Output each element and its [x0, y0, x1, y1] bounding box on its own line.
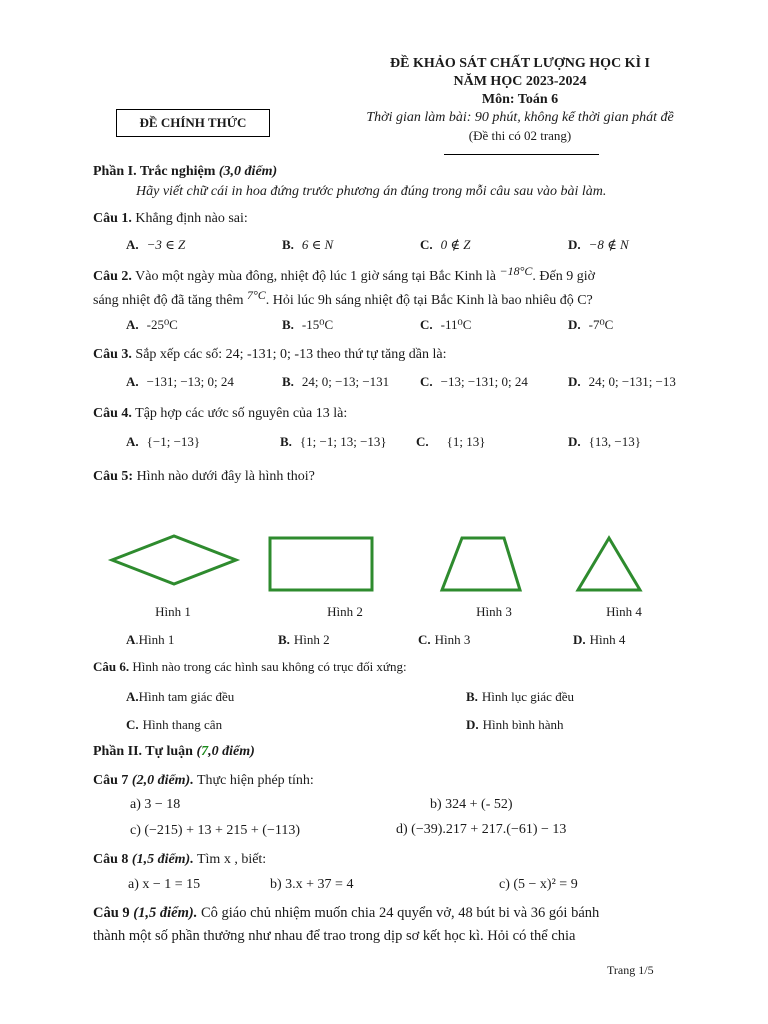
rectangle-shape	[270, 538, 372, 590]
part2-title: Phần II. Tự luận	[93, 744, 193, 759]
q8-part-b: b) 3.x + 37 = 4	[270, 877, 354, 892]
q3-option-d: D. 24; 0; −131; −13	[568, 374, 676, 389]
q3-option-b: B. 24; 0; −13; −131	[282, 374, 390, 389]
question-2-line2: sáng nhiệt độ đã tăng thêm 7°C. Hỏi lúc 9h sáng nhiệt độ tại Bắc Kinh là bao nhiêu độ C?	[93, 288, 593, 308]
q7-points: (2,0 điểm).	[131, 773, 194, 788]
q9-label: Câu 9	[93, 905, 130, 921]
q9-points: (1,5 điểm).	[133, 905, 198, 921]
figure-label-3: Hình 3	[476, 604, 512, 619]
q1-label: Câu 1.	[93, 211, 132, 226]
q8-part-c: c) (5 − x)² = 9	[499, 877, 578, 892]
q2-option-d: D. -7⁰C	[568, 317, 614, 332]
q3-option-a: A. −131; −13; 0; 24	[126, 374, 234, 389]
page-number: Trang 1/5	[607, 963, 654, 977]
q4-option-d: D. {13, −13}	[568, 434, 641, 449]
trapezoid-shape	[442, 538, 520, 590]
question-9-line1: Câu 9 (1,5 điểm). Cô giáo chủ nhiệm muốn chia 24 quyển vở, 48 bút bi và 36 gói bánh	[93, 905, 600, 921]
figure-label-1: Hình 1	[155, 604, 191, 619]
q1-option-a: A. −3 ∈ Z	[126, 237, 186, 252]
part2-points: (7,0 điểm)	[196, 744, 255, 759]
q8-points: (1,5 điểm).	[131, 852, 194, 867]
q1-text: Khẳng định nào sai:	[135, 211, 248, 226]
part1-title: Phần I. Trắc nghiệm	[93, 164, 216, 179]
time-limit: Thời gian làm bài: 90 phút, không kể thời gian phát đề	[366, 110, 674, 125]
part2-heading	[93, 743, 255, 761]
q2-option-b: B. -15⁰C	[282, 317, 334, 332]
q5-figures	[92, 518, 682, 596]
q8-part-a: a) x − 1 = 15	[128, 877, 201, 892]
figure-label-4: Hình 4	[606, 604, 642, 619]
q7-part-b: b) 324 + (- 52)	[430, 797, 513, 812]
q5-label: Câu 5:	[93, 469, 134, 484]
part1-heading	[93, 163, 277, 181]
question-6	[93, 659, 407, 675]
q5-option-b: B. Hình 2	[278, 632, 330, 647]
q6-text: Hình nào trong các hình sau không có trục đối xứng:	[132, 659, 407, 674]
q3-option-c: C. −13; −131; 0; 24	[420, 374, 528, 389]
q5-option-d: D. Hình 4	[573, 632, 626, 647]
q6-option-c: C. Hình thang cân	[126, 717, 223, 732]
q5-option-a: A.Hình 1	[126, 632, 175, 647]
q7-part-a: a) 3 − 18	[130, 797, 181, 812]
q7-part-c: c) (−215) + 13 + 215 + (−113)	[130, 823, 300, 838]
q8-label: Câu 8	[93, 852, 129, 867]
q7-text: Thực hiện phép tính:	[196, 773, 314, 788]
question-8	[93, 851, 266, 869]
exam-title: ĐỀ KHẢO SÁT CHẤT LƯỢNG HỌC KÌ I	[390, 56, 650, 71]
official-badge: ĐỀ CHÍNH THỨC	[116, 109, 270, 137]
school-year: NĂM HỌC 2023-2024	[453, 74, 587, 89]
q7-part-d: d) (−39).217 + 217.(−61) − 13	[396, 822, 567, 837]
triangle-shape	[578, 538, 640, 590]
part1-instruction: Hãy viết chữ cái in hoa đứng trước phương án đúng trong mỗi câu sau vào bài làm.	[136, 184, 607, 199]
question-9-line2: thành một số phần thưởng như nhau để trao trong dịp sơ kết học kì. Hỏi có thể chia	[93, 928, 576, 944]
q4-option-c: C. {1; 13}	[416, 434, 486, 449]
figure-label-2: Hình 2	[327, 604, 363, 619]
question-2-line1: Câu 2. Vào một ngày mùa đông, nhiệt độ lúc 1 giờ sáng tại Bắc Kinh là −18°C. Đến 9 giờ	[93, 264, 596, 284]
q5-option-c: C. Hình 3	[418, 632, 471, 647]
header-divider	[444, 154, 599, 155]
q2-label: Câu 2.	[93, 269, 132, 284]
q6-option-b: B. Hình lục giác đều	[466, 689, 574, 704]
q2-option-a: A. -25⁰C	[126, 317, 178, 332]
question-7	[93, 772, 314, 790]
part1-points: (3,0 điểm)	[218, 164, 278, 179]
q4-option-a: A. {−1; −13}	[126, 434, 201, 449]
question-1	[93, 210, 248, 228]
q4-label: Câu 4.	[93, 406, 132, 421]
q8-text: Tìm x , biết:	[196, 852, 267, 867]
q4-option-b: B. {1; −1; 13; −13}	[280, 434, 387, 449]
q2-temp2: 7°C	[246, 288, 266, 302]
q2-option-c: C. -11⁰C	[420, 317, 472, 332]
question-3	[93, 346, 446, 364]
q4-text: Tập hợp các ước số nguyên của 13 là:	[135, 406, 348, 421]
q3-label: Câu 3.	[93, 347, 132, 362]
subject: Môn: Toán 6	[481, 92, 559, 107]
q1-option-d: D. −8 ∉ N	[568, 237, 629, 252]
q2-temp1: −18°C	[499, 264, 533, 278]
page-count: (Đề thi có 02 trang)	[468, 128, 572, 143]
q5-text: Hình nào dưới đây là hình thoi?	[136, 469, 315, 484]
q1-option-b: B. 6 ∈ N	[282, 237, 334, 252]
q7-label: Câu 7	[93, 773, 129, 788]
q3-text: Sắp xếp các số: 24; -131; 0; -13 theo thứ tự tăng dần là:	[135, 347, 447, 362]
q1-option-c: C. 0 ∉ Z	[420, 237, 471, 252]
question-4	[93, 405, 347, 423]
rhombus-shape	[112, 536, 236, 584]
question-5	[93, 468, 315, 486]
q6-option-d: D. Hình bình hành	[466, 717, 564, 732]
q6-option-a: A.Hình tam giác đều	[126, 689, 235, 704]
q6-label: Câu 6.	[93, 659, 130, 674]
